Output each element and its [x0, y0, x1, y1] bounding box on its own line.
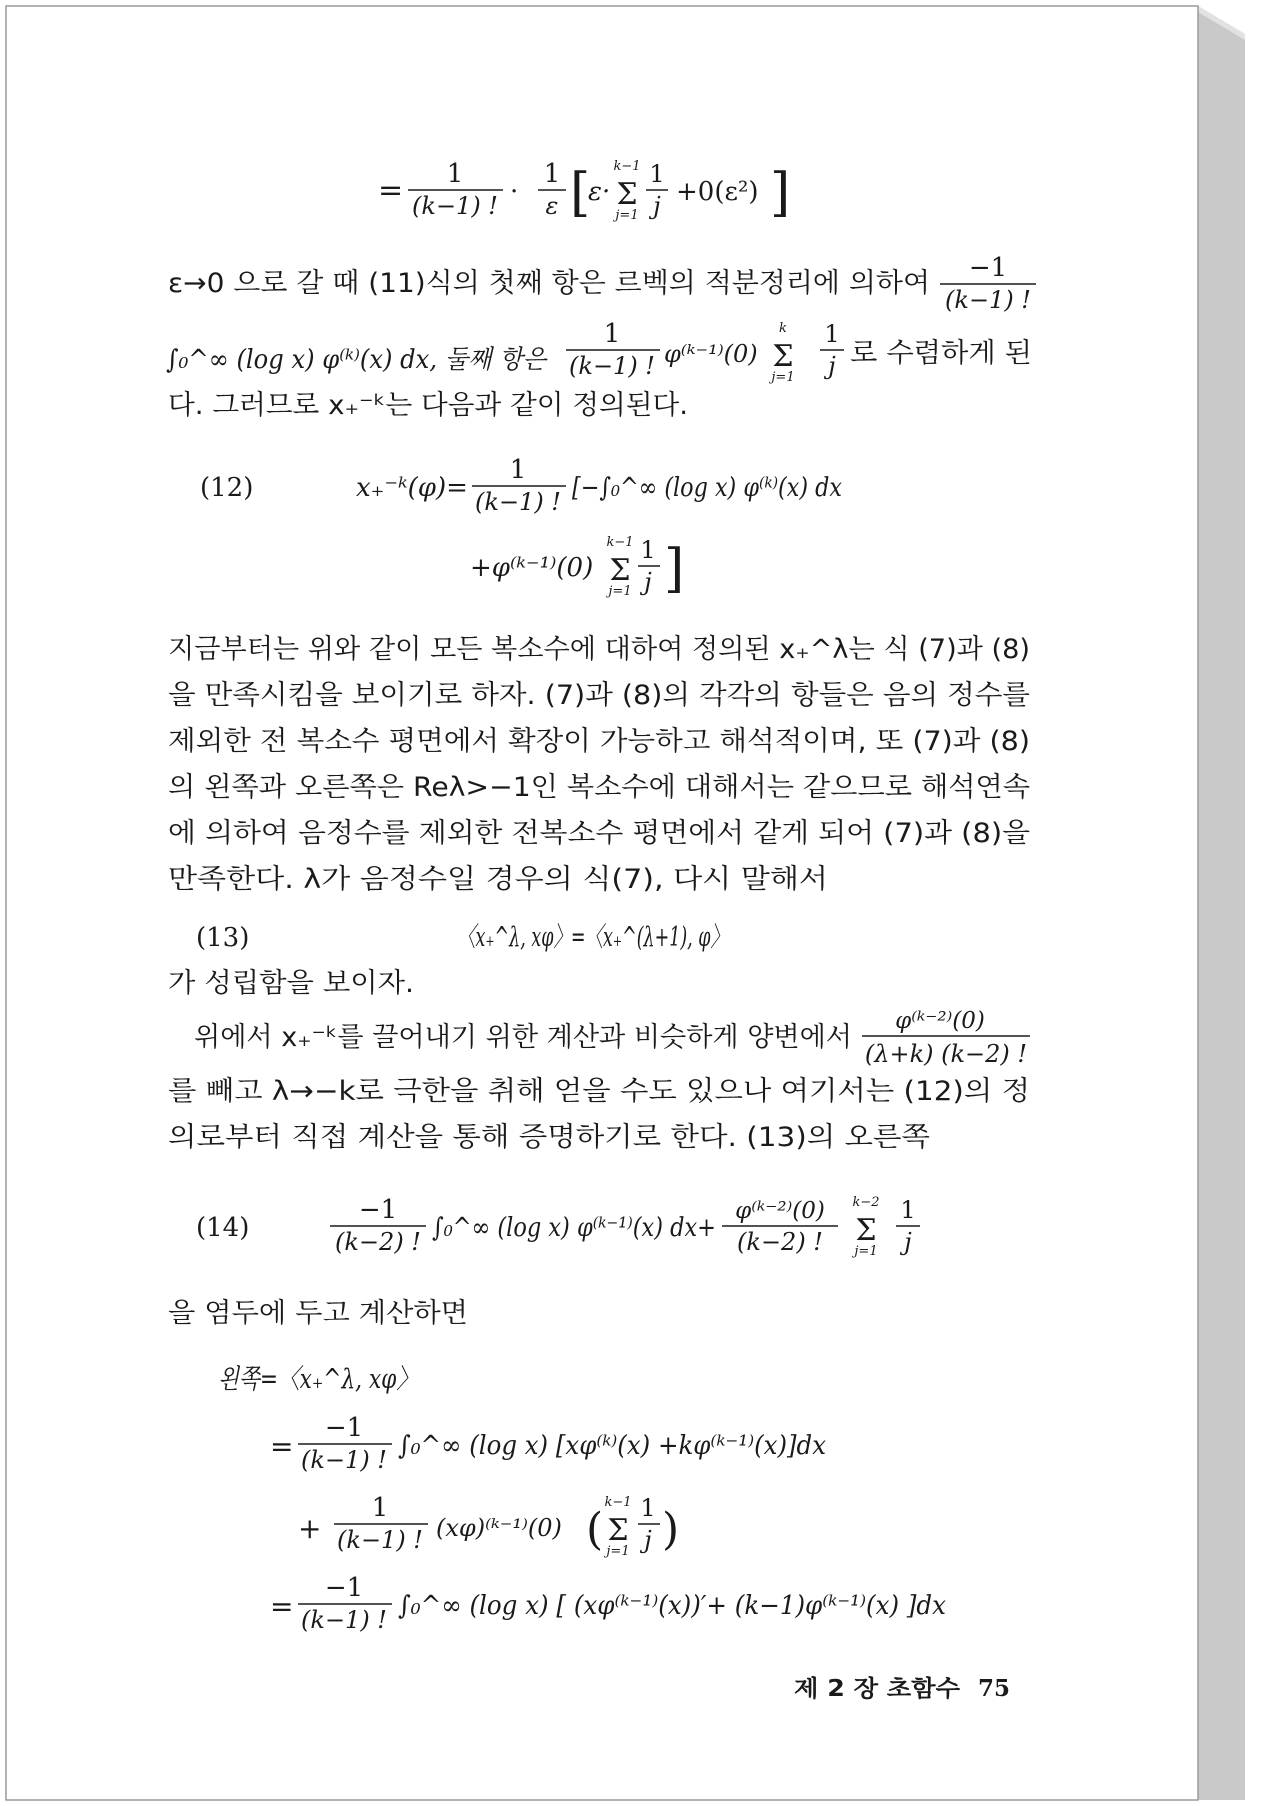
eq14-fnum: 1 [900, 1196, 916, 1224]
deriv-l3-body: (xφ)⁽ᵏ⁻¹⁾(0) [436, 1514, 562, 1542]
deriv-l3-sum-top: k−1 [604, 1495, 632, 1510]
deriv-line1: 왼쪽=〈x₊^λ, xφ〉 [218, 1364, 418, 1395]
para3-frac-num: φ⁽ᵏ⁻²⁾(0) [895, 1008, 985, 1034]
eq14-num2: φ⁽ᵏ⁻²⁾(0) [735, 1198, 825, 1224]
eq-top-den2: ε [545, 192, 559, 220]
para1-line2-frac-den: (k−1) ! [569, 352, 655, 380]
eq14-den2: (k−2) ! [737, 1228, 823, 1256]
para1-line2-sum-top: k [779, 321, 787, 336]
deriv-l2-den: (k−1) ! [301, 1446, 387, 1474]
para1-line2-a: ∫₀^∞ (log x) φ⁽ᵏ⁾(x) dx, 둘째 항은 [166, 345, 548, 375]
para2-line: 만족한다. λ가 음정수일 경우의 식(7), 다시 말해서 [168, 864, 828, 895]
eq12-den: (k−1) ! [475, 488, 561, 516]
eq-top-frac-num: 1 [649, 160, 665, 188]
para4-line1: 을 염두에 두고 계산하면 [168, 1298, 468, 1329]
para3-line2: 위에서 x₊⁻ᵏ를 끌어내기 위한 계산과 비슷하게 양변에서 [194, 1022, 853, 1053]
eq12-lhs: x₊⁻ᵏ(φ)= [356, 473, 468, 503]
eq12-fden: j [644, 568, 652, 596]
para3-line3: 를 빼고 λ→−k로 극한을 취해 얻을 수도 있으나 여기서는 (12)의 정 [168, 1076, 1030, 1107]
eq14-label: (14) [196, 1213, 250, 1243]
eq12-label: (12) [200, 473, 254, 503]
deriv-l2-body: ∫₀^∞ (log x) [xφ⁽ᵏ⁾(x) +kφ⁽ᵏ⁻¹⁾(x)]dx [398, 1431, 827, 1461]
sigma-icon: Σ [609, 553, 631, 588]
deriv-l3-den: (k−1) ! [337, 1526, 423, 1554]
eq-top-bracket-close: ] [770, 163, 791, 223]
deriv-l4-num: −1 [324, 1573, 364, 1603]
eq14-sum-top: k−2 [852, 1195, 880, 1210]
deriv-l2-eq: = [270, 1430, 294, 1463]
para3-line4: 의로부터 직접 계산을 통해 증명하기로 한다. (13)의 오른쪽 [168, 1122, 930, 1153]
para1-line2-b: φ⁽ᵏ⁻¹⁾(0) [664, 340, 758, 368]
eq-top-den1: (k−1) ! [412, 192, 498, 220]
eq-top-equals: = [378, 173, 404, 208]
deriv-l3-plus: + [298, 1512, 322, 1545]
para1-frac-num: −1 [968, 253, 1008, 283]
deriv-l3-paren-close: ) [662, 1504, 680, 1555]
sigma-icon: Σ [855, 1213, 877, 1248]
eq-top-num2: 1 [543, 159, 561, 189]
eq-top-sum-bot: j=1 [615, 208, 639, 223]
eq13-label: (13) [196, 923, 250, 953]
eq14-num1: −1 [358, 1195, 398, 1225]
eq-top-bracket-open: [ [570, 163, 591, 223]
eq-top-frac-den: j [653, 192, 661, 220]
para1-frac-den: (k−1) ! [945, 286, 1031, 314]
para1-line2-frac-num: 1 [603, 319, 621, 349]
deriv-l4-eq: = [270, 1590, 294, 1623]
eq14-den1: (k−2) ! [335, 1228, 421, 1256]
deriv-l3-paren-open: ( [586, 1504, 604, 1555]
eq12-sum-top: k−1 [606, 535, 634, 550]
eq12-fnum: 1 [640, 536, 656, 564]
deriv-l3-num: 1 [371, 1493, 389, 1523]
para2-line: 의 왼쪽과 오른쪽은 Reλ>−1인 복소수에 대해서는 같으므로 해석연속 [168, 772, 1030, 803]
eq-top-num1: 1 [446, 159, 464, 189]
eq14-fden: j [904, 1228, 912, 1256]
para2-line: 제외한 전 복소수 평면에서 확장이 가능하고 해석적이며, 또 (7)과 (8) [168, 726, 1030, 757]
sigma-icon: Σ [616, 177, 638, 212]
page-footer [794, 1675, 1010, 1702]
eq-top-dot: · [510, 177, 519, 207]
eq-top-o-term: +0(ε²) [676, 177, 759, 207]
eq12-num: 1 [509, 455, 527, 485]
sigma-icon: Σ [772, 339, 794, 374]
eq14-sum-bot: j=1 [854, 1244, 878, 1259]
eq14-mid: ∫₀^∞ (log x) φ⁽ᵏ⁻¹⁾(x) dx+ [432, 1213, 716, 1243]
eq12-rhs1: [−∫₀^∞ (log x) φ⁽ᵏ⁾(x) dx [572, 473, 843, 503]
deriv-l3-sum-bot: j=1 [606, 1544, 630, 1559]
deriv-l4-den: (k−1) ! [301, 1606, 387, 1634]
deriv-l4-body: ∫₀^∞ (log x) [ (xφ⁽ᵏ⁻¹⁾(x))′+ (k−1)φ⁽ᵏ⁻¹⁾(x) ]dx [398, 1591, 947, 1621]
para2-line: 을 만족시킴을 보이기로 하자. (7)과 (8)의 각각의 항들은 음의 정수를 [168, 680, 1030, 711]
para1-line2-sum-bot: j=1 [771, 370, 795, 385]
eq12-close: ] [664, 539, 685, 599]
footer-chapter: 제 2 장 초함수 [794, 1676, 946, 1702]
para1-line2-frac2-num: 1 [824, 320, 840, 348]
book-spine-edge [1198, 6, 1245, 1800]
para1-line2-frac2-den: j [828, 352, 836, 380]
eq12-rhs2: +φ⁽ᵏ⁻¹⁾(0) [470, 553, 594, 583]
para1-line1: ε→0 으로 갈 때 (11)식의 첫째 항은 르벡의 적분정리에 의하여 [168, 268, 930, 299]
eq-top-sum-top: k−1 [613, 159, 641, 174]
para3-frac-den: (λ+k) (k−2) ! [864, 1040, 1028, 1068]
deriv-l3-fnum: 1 [640, 1494, 656, 1522]
sigma-icon: Σ [607, 1513, 629, 1548]
deriv-l2-num: −1 [324, 1413, 364, 1443]
eq-top-eps: ε· [588, 177, 611, 207]
para2-line: 지금부터는 위와 같이 모든 복소수에 대하여 정의된 x₊^λ는 식 (7)과 (8) [168, 634, 1030, 665]
para1-line3: 다. 그러므로 x₊⁻ᵏ는 다음과 같이 정의된다. [168, 390, 688, 421]
para3-line1: 가 성립함을 보이자. [168, 968, 414, 999]
deriv-l3-fden: j [644, 1526, 652, 1554]
footer-page-number: 75 [978, 1675, 1011, 1702]
eq13-body: 〈x₊^λ, xφ〉=〈x₊^(λ+1), φ〉 [458, 922, 728, 953]
eq12-sum-bot: j=1 [608, 584, 632, 599]
para2-line: 에 의하여 음정수를 제외한 전복소수 평면에서 같게 되어 (7)과 (8)을 [168, 818, 1030, 849]
para1-line2-c: 로 수렴하게 된 [850, 338, 1032, 369]
